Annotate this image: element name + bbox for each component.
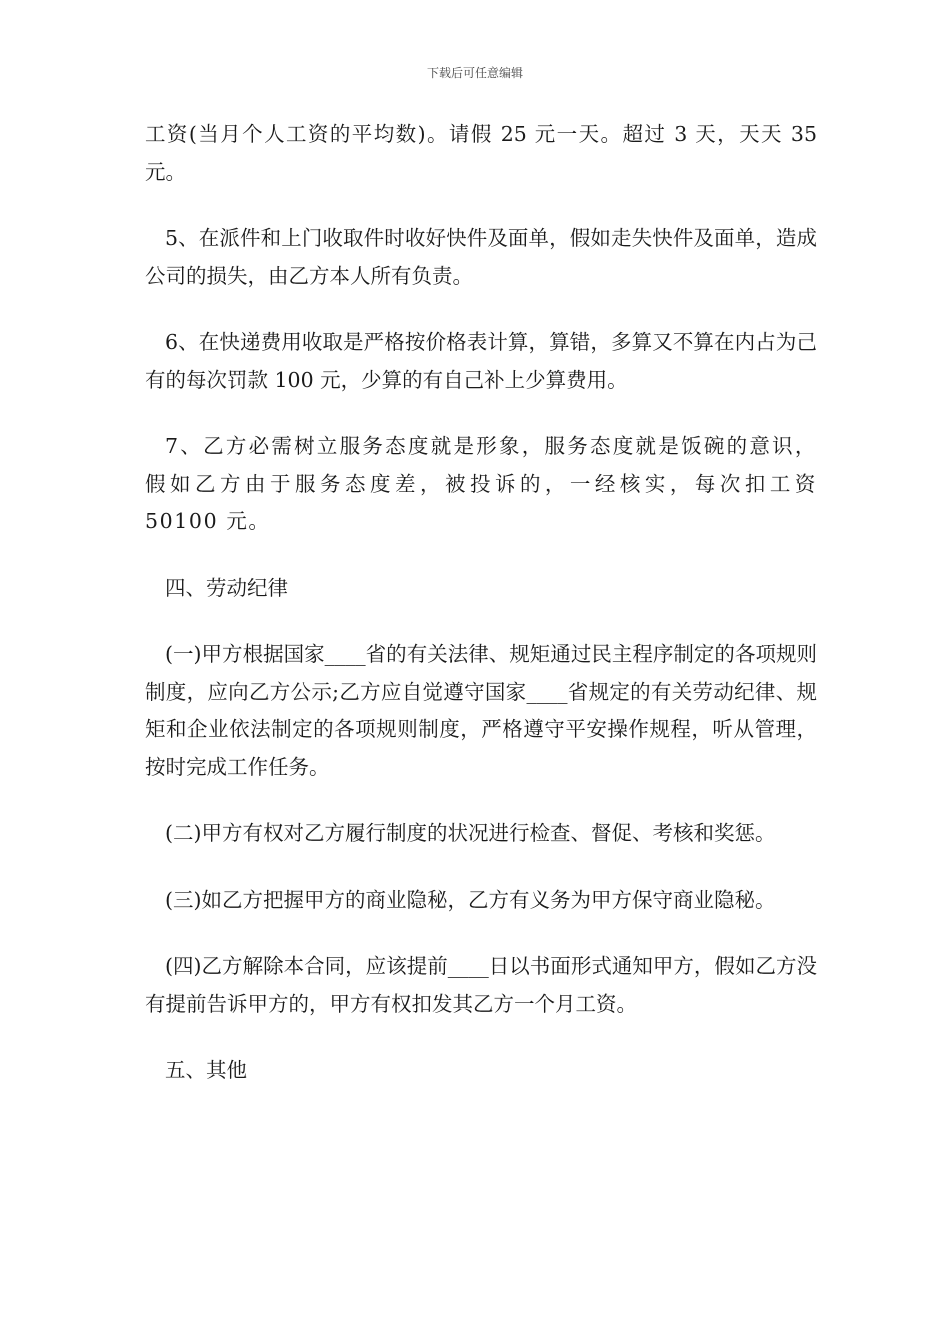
paragraph-item-5: 5、在派件和上门收取件时收好快件及面单，假如走失快件及面单，造成公司的损失，由乙方本人所有负责。 [145,226,817,288]
document-body [145,116,817,1119]
section-heading-other: 五、其他 [165,1058,247,1082]
page-header-note: 下载后可任意编辑 [426,66,523,80]
paragraph-discipline-4: (四)乙方解除本合同，应该提前____日以书面形式通知甲方，假如乙方没有提前告诉甲方的，甲方有权扣发其乙方一个月工资。 [145,954,817,1016]
section-heading-labor-discipline: 四、劳动纪律 [165,575,288,600]
paragraph-item-7: 7、乙方必需树立服务态度就是形象，服务态度就是饭碗的意识，假如乙方由于服务态度差，被投诉的，一经核实，每次扣工资 50100 元。 [145,434,817,533]
paragraph-discipline-3: (三)如乙方把握甲方的商业隐秘，乙方有义务为甲方保守商业隐秘。 [165,887,776,912]
paragraph-item-6: 6、在快递费用收取是严格按价格表计算，算错，多算又不算在内占为己有的每次罚款 100 元，少算的有自己补上少算费用。 [145,330,817,392]
paragraph-discipline-1: (一)甲方根据国家____省的有关法律、规矩通过民主程序制定的各项规则制度，应向乙方公示;乙方应自觉遵守国家____省规定的有关劳动纪律、规矩和企业依法制定的各项规则制度，严格遵守平安操作规程，听从管理，按时完成工作任务。 [145,642,817,779]
paragraph-discipline-2: (二)甲方有权对乙方履行制度的状况进行检查、督促、考核和奖惩。 [165,821,776,845]
paragraph-wage-continued: 工资(当月个人工资的平均数)。请假 25 元一天。超过 3 天，天天 35 元。 [145,122,817,184]
